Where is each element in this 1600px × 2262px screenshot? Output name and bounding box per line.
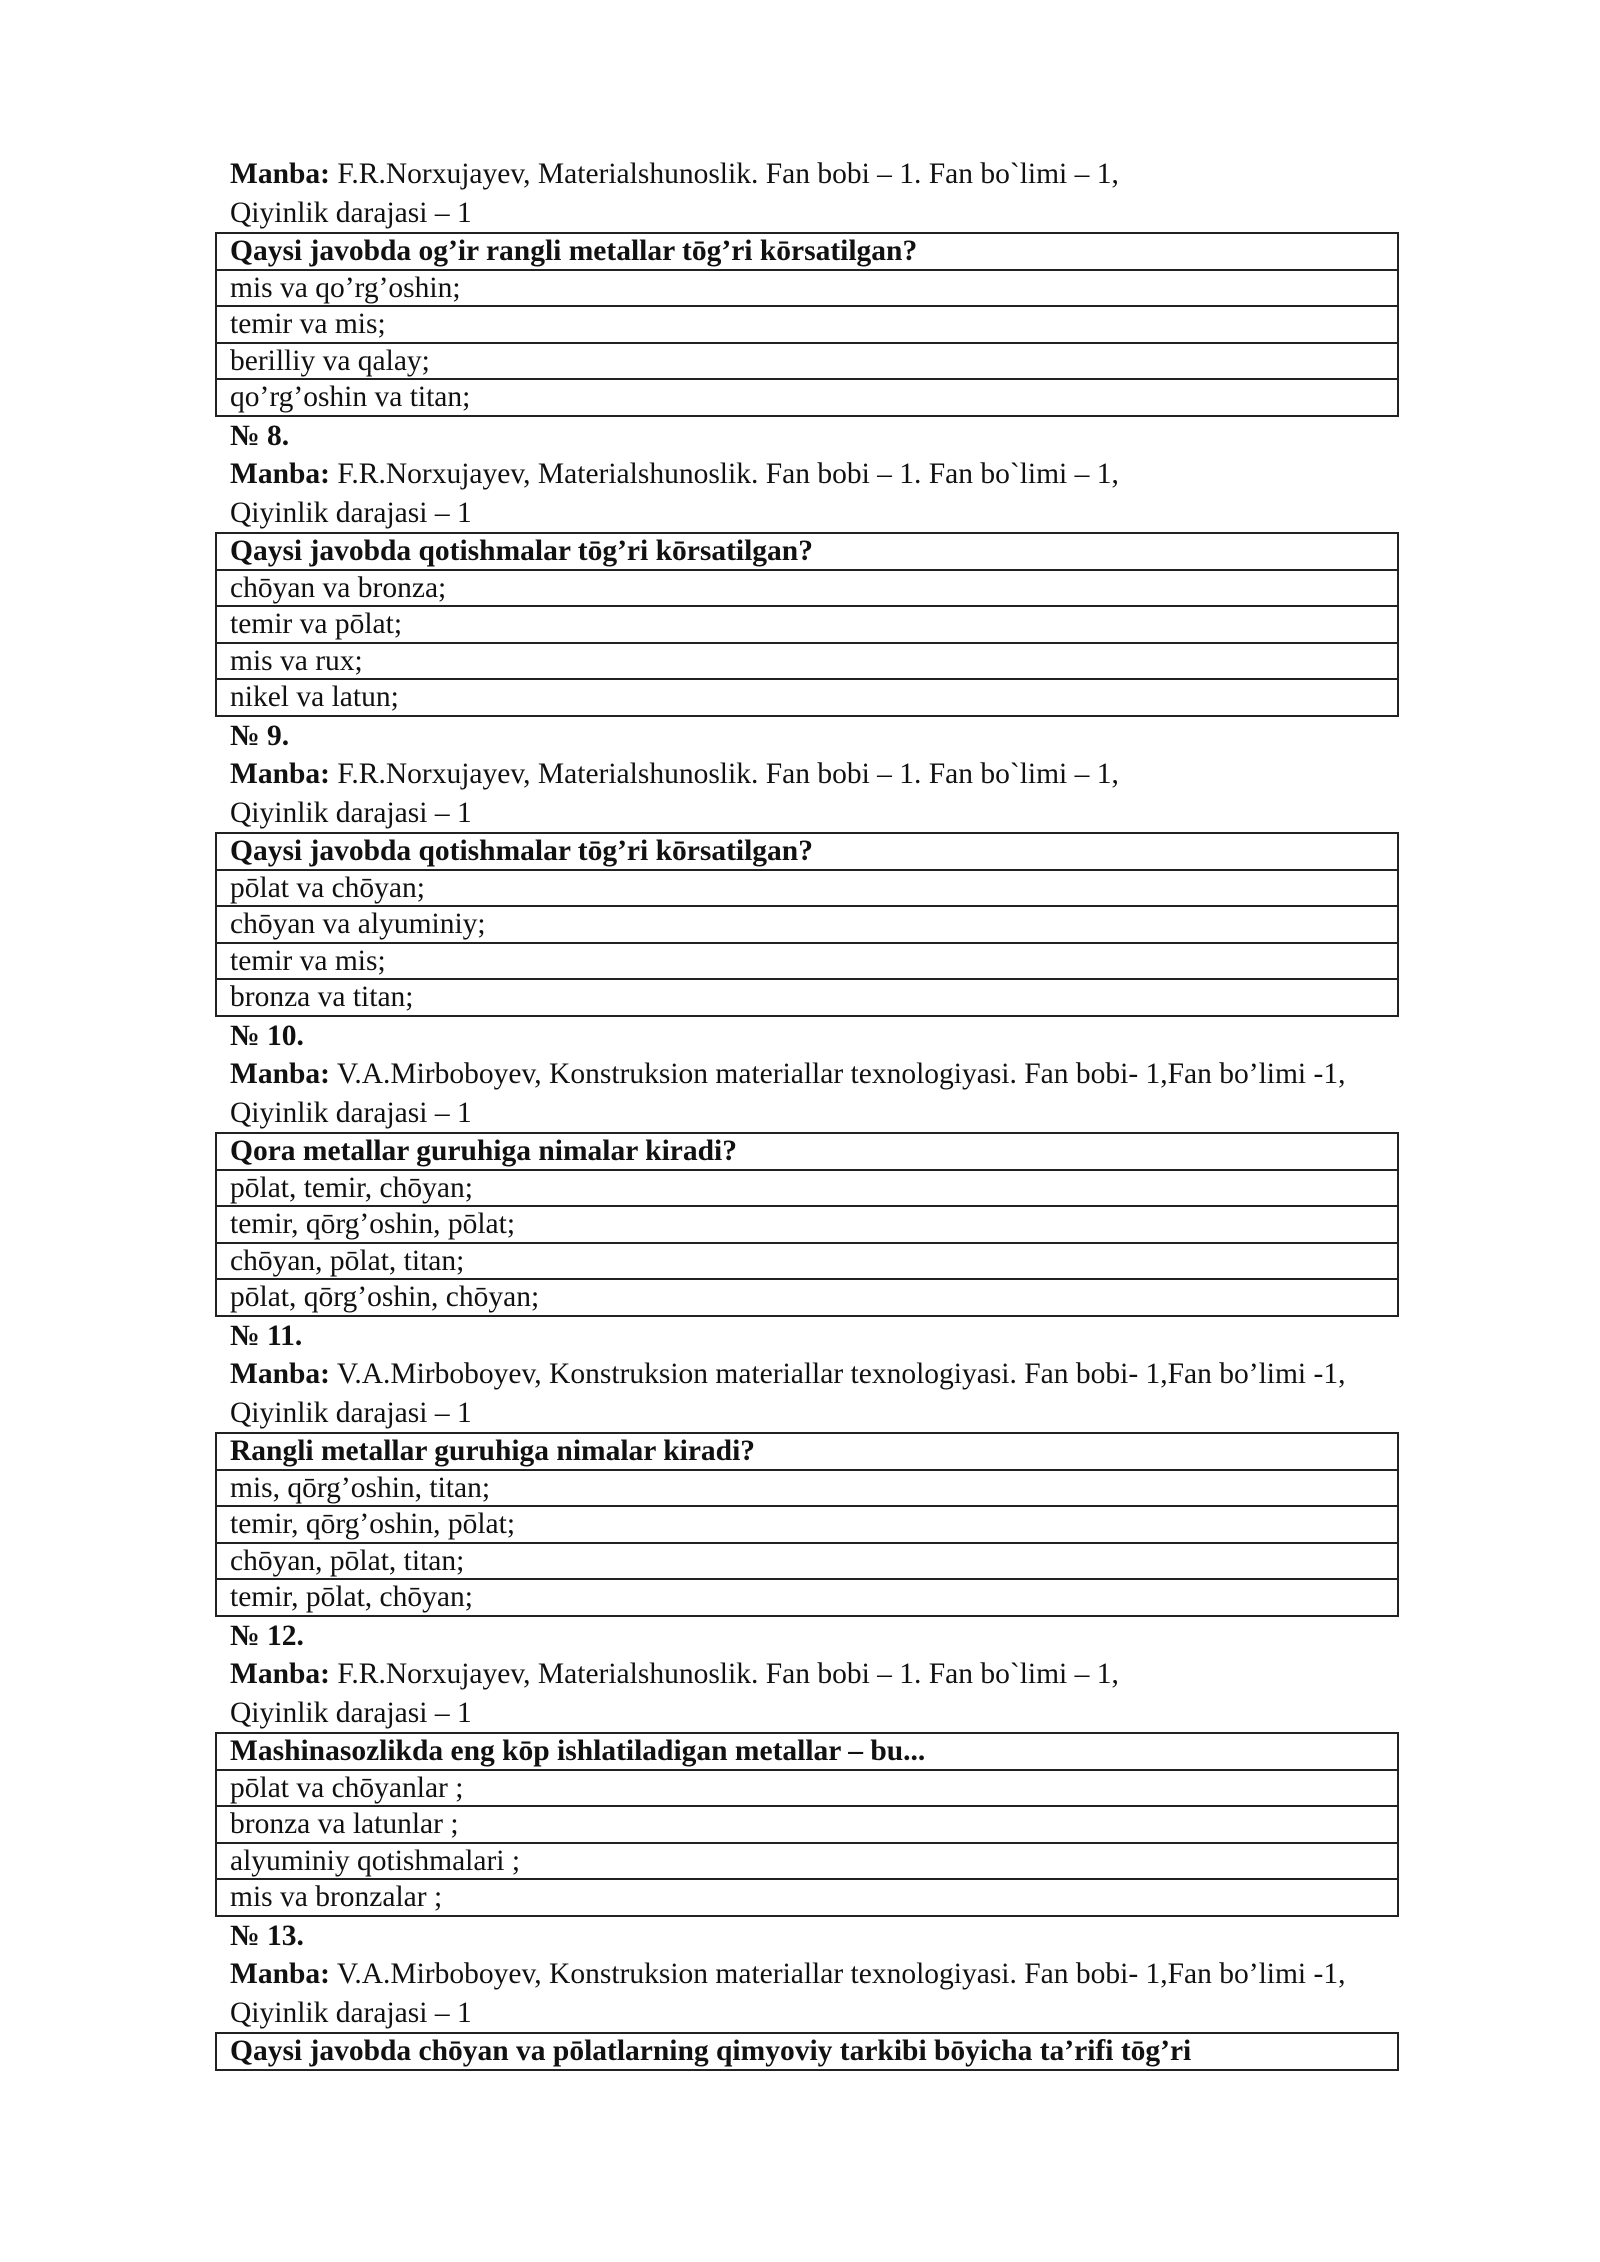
question-text: Qaysi javobda qotishmalar tōg’ri kōrsatilgan? xyxy=(216,533,1398,570)
answer-option: berilliy va qalay; xyxy=(216,343,1398,380)
answer-row xyxy=(216,1170,1398,1207)
source-line xyxy=(230,1955,1470,2032)
answer-row xyxy=(216,606,1398,643)
answer-row xyxy=(216,570,1398,607)
answer-option: temir, qōrg’oshin, pōlat; xyxy=(216,1206,1398,1243)
source-line xyxy=(230,455,1470,532)
answer-option: qo’rg’oshin va titan; xyxy=(216,379,1398,416)
source-label: Manba: xyxy=(230,758,330,790)
answer-row xyxy=(216,1243,1398,1280)
answer-option: pōlat, temir, chōyan; xyxy=(216,1170,1398,1207)
answer-row xyxy=(216,906,1398,943)
answer-option: mis, qōrg’oshin, titan; xyxy=(216,1470,1398,1507)
answer-option: chōyan, pōlat, titan; xyxy=(216,1543,1398,1580)
question-text: Qaysi javobda qotishmalar tōg’ri kōrsatilgan? xyxy=(216,833,1398,870)
answer-option: chōyan, pōlat, titan; xyxy=(216,1243,1398,1280)
question-text: Qaysi javobda chōyan va pōlatlarning qimyoviy tarkibi bōyicha ta’rifi tōg’ri xyxy=(216,2033,1398,2070)
source-text: V.A.Mirboboyev, Konstruksion materiallar texnologiyasi. Fan bobi- 1,Fan bo’limi -1, Qiyinlik darajasi – 1 xyxy=(230,1358,1346,1429)
source-line xyxy=(230,155,1470,232)
answer-row xyxy=(216,1879,1398,1916)
question-number: № 9. xyxy=(230,719,290,752)
answer-row xyxy=(216,1770,1398,1807)
question-number: № 8. xyxy=(230,419,290,452)
question-number: № 11. xyxy=(230,1319,303,1352)
source-line xyxy=(230,755,1470,832)
answer-option: chōyan va alyuminiy; xyxy=(216,906,1398,943)
source-line xyxy=(230,1355,1470,1432)
source-text: V.A.Mirboboyev, Konstruksion materiallar texnologiyasi. Fan bobi- 1,Fan bo’limi -1, Qiyinlik darajasi – 1 xyxy=(230,1058,1346,1129)
answer-option: mis va rux; xyxy=(216,643,1398,680)
source-line xyxy=(230,1655,1470,1732)
question-row xyxy=(216,2033,1398,2070)
quiz-table xyxy=(215,1132,1399,1317)
answer-row xyxy=(216,943,1398,980)
quiz-table xyxy=(215,232,1399,417)
answer-row xyxy=(216,1843,1398,1880)
quiz-table xyxy=(215,2032,1399,2071)
source-text: F.R.Norxujayev, Materialshunoslik. Fan bobi – 1. Fan bo`limi – 1, Qiyinlik darajasi – 1 xyxy=(230,1658,1119,1729)
answer-option: chōyan va bronza; xyxy=(216,570,1398,607)
source-text: F.R.Norxujayev, Materialshunoslik. Fan bobi – 1. Fan bo`limi – 1, Qiyinlik darajasi – 1 xyxy=(230,458,1119,529)
answer-option: bronza va latunlar ; xyxy=(216,1806,1398,1843)
answer-row xyxy=(216,979,1398,1016)
answer-option: pōlat, qōrg’oshin, chōyan; xyxy=(216,1279,1398,1316)
question-row xyxy=(216,833,1398,870)
answer-option: nikel va latun; xyxy=(216,679,1398,716)
answer-row xyxy=(216,1470,1398,1507)
answer-option: temir va mis; xyxy=(216,943,1398,980)
answer-row xyxy=(216,1806,1398,1843)
source-label: Manba: xyxy=(230,1058,330,1090)
question-text: Mashinasozlikda eng kōp ishlatiladigan metallar – bu... xyxy=(216,1733,1398,1770)
answer-option: temir, pōlat, chōyan; xyxy=(216,1579,1398,1616)
question-row xyxy=(216,233,1398,270)
source-line xyxy=(230,1055,1470,1132)
answer-row xyxy=(216,1579,1398,1616)
question-row xyxy=(216,1733,1398,1770)
answer-option: pōlat va chōyan; xyxy=(216,870,1398,907)
quiz-table xyxy=(215,532,1399,717)
question-text: Qora metallar guruhiga nimalar kiradi? xyxy=(216,1133,1398,1170)
source-label: Manba: xyxy=(230,158,330,190)
source-label: Manba: xyxy=(230,458,330,490)
source-label: Manba: xyxy=(230,1958,330,1990)
quiz-table xyxy=(215,832,1399,1017)
answer-row xyxy=(216,679,1398,716)
answer-option: bronza va titan; xyxy=(216,979,1398,1016)
question-text: Rangli metallar guruhiga nimalar kiradi? xyxy=(216,1433,1398,1470)
answer-row xyxy=(216,1206,1398,1243)
document-page xyxy=(230,155,1470,2071)
answer-row xyxy=(216,379,1398,416)
answer-option: mis va qo’rg’oshin; xyxy=(216,270,1398,307)
answer-row xyxy=(216,643,1398,680)
quiz-table xyxy=(215,1732,1399,1917)
source-text: V.A.Mirboboyev, Konstruksion materiallar texnologiyasi. Fan bobi- 1,Fan bo’limi -1, Qiyinlik darajasi – 1 xyxy=(230,1958,1346,2029)
answer-row xyxy=(216,1506,1398,1543)
answer-row xyxy=(216,1543,1398,1580)
answer-row xyxy=(216,1279,1398,1316)
question-text: Qaysi javobda og’ir rangli metallar tōg’ri kōrsatilgan? xyxy=(216,233,1398,270)
question-row xyxy=(216,1133,1398,1170)
question-row xyxy=(216,1433,1398,1470)
source-text: F.R.Norxujayev, Materialshunoslik. Fan bobi – 1. Fan bo`limi – 1, Qiyinlik darajasi – 1 xyxy=(230,758,1119,829)
answer-row xyxy=(216,870,1398,907)
answer-row xyxy=(216,270,1398,307)
answer-row xyxy=(216,343,1398,380)
answer-option: temir, qōrg’oshin, pōlat; xyxy=(216,1506,1398,1543)
source-text: F.R.Norxujayev, Materialshunoslik. Fan bobi – 1. Fan bo`limi – 1, Qiyinlik darajasi – 1 xyxy=(230,158,1119,229)
answer-option: alyuminiy qotishmalari ; xyxy=(216,1843,1398,1880)
answer-option: mis va bronzalar ; xyxy=(216,1879,1398,1916)
question-number: № 12. xyxy=(230,1619,304,1652)
answer-option: temir va mis; xyxy=(216,306,1398,343)
source-label: Manba: xyxy=(230,1358,330,1390)
source-label: Manba: xyxy=(230,1658,330,1690)
question-number: № 13. xyxy=(230,1919,304,1952)
answer-option: temir va pōlat; xyxy=(216,606,1398,643)
question-number: № 10. xyxy=(230,1019,304,1052)
quiz-table xyxy=(215,1432,1399,1617)
answer-row xyxy=(216,306,1398,343)
question-row xyxy=(216,533,1398,570)
answer-option: pōlat va chōyanlar ; xyxy=(216,1770,1398,1807)
